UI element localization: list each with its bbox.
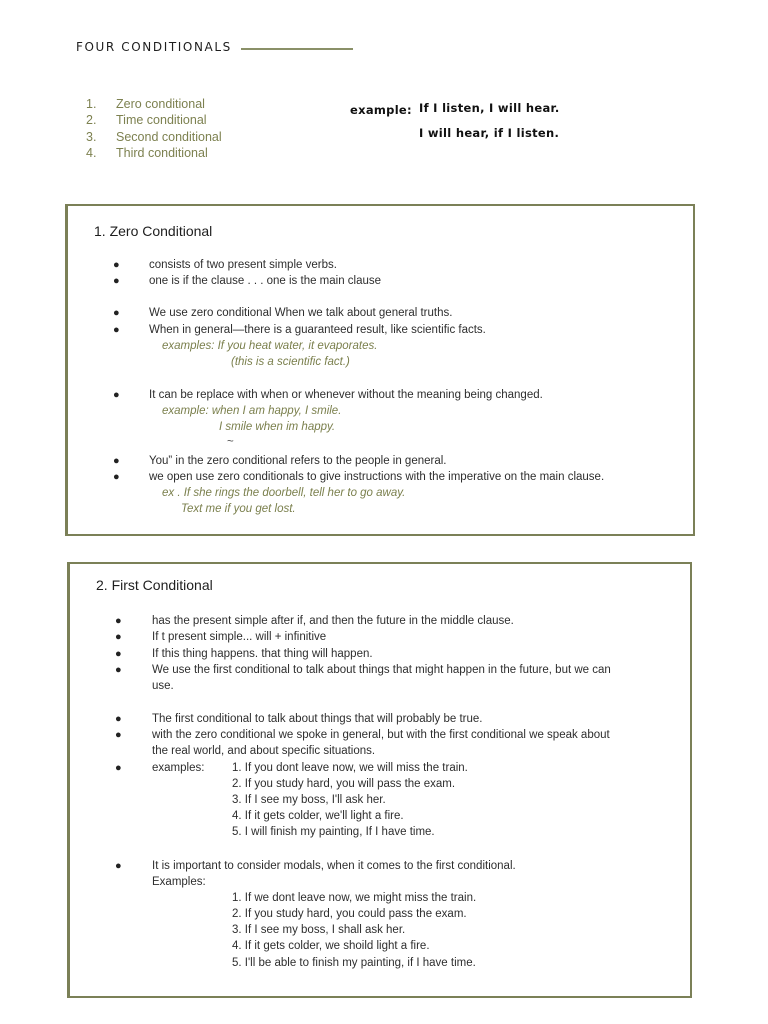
list-item: 4. Third conditional	[86, 145, 208, 160]
first-bullet-4-cont: use.	[152, 680, 174, 692]
example-item: 1. If you dont leave now, we will miss the train.	[232, 762, 468, 774]
first-bullet-3: If this thing happens. that thing will happen.	[152, 648, 373, 660]
zero-conditional-heading: 1. Zero Conditional	[94, 223, 213, 239]
example-label: example:	[350, 103, 412, 117]
example-line-2: I will hear, if I listen.	[419, 126, 560, 140]
modal-example-item: 1. If we dont leave now, we might miss the train.	[232, 892, 477, 904]
zero-example-3: ex . If she rings the doorbell, tell her to go away.	[162, 487, 406, 499]
page-title: FOUR CONDITIONALS	[76, 40, 232, 54]
zero-example-3b: Text me if you get lost.	[181, 503, 296, 515]
first-bullet-6: with the zero conditional we spoke in general, but with the first conditional we speak about	[152, 729, 610, 741]
first-bullet-6-cont: the real world, and about specific situations.	[152, 745, 376, 757]
first-bullet-5: The first conditional to talk about things that will probably be true.	[152, 713, 483, 725]
example-item: 4. If it gets colder, we'll light a fire.	[232, 810, 404, 822]
first-bullet-2: If t present simple... will + infinitive	[152, 631, 327, 643]
list-item: 1. Zero conditional	[86, 97, 205, 111]
bullet: ●	[113, 471, 120, 483]
zero-bullet-4: When in general—there is a guaranteed result, like scientific facts.	[149, 324, 486, 336]
tilde-mark: ~	[227, 436, 234, 448]
bullet: ●	[115, 615, 122, 627]
first-examples-label: examples:	[152, 762, 205, 774]
list-item: 3. Second conditional	[86, 129, 222, 144]
first-conditional-heading: 2. First Conditional	[96, 577, 213, 593]
zero-example-1-note: (this is a scientific fact.)	[231, 356, 350, 368]
conditionals-list	[86, 96, 222, 161]
first-bullet-4: We use the first conditional to talk about things that might happen in the future, but we can	[152, 664, 611, 676]
bullet: ●	[113, 275, 120, 287]
bullet: ●	[113, 389, 120, 401]
example-item: 5. I will finish my painting, If I have time.	[232, 826, 435, 838]
bullet: ●	[115, 664, 122, 676]
zero-example-2b: I smile when im happy.	[219, 421, 336, 433]
bullet: ●	[115, 762, 122, 774]
zero-bullet-5: It can be replace with when or whenever without the meaning being changed.	[149, 389, 543, 401]
bullet: ●	[113, 259, 120, 271]
first-bullet-1: has the present simple after if, and then the future in the middle clause.	[152, 615, 514, 627]
bullet: ●	[115, 713, 122, 725]
modal-example-item: 2. If you study hard, you could pass the exam.	[232, 908, 467, 920]
modal-example-item: 5. I'll be able to finish my painting, if I have time.	[232, 957, 476, 969]
bullet: ●	[115, 729, 122, 741]
zero-bullet-1: consists of two present simple verbs.	[149, 259, 337, 271]
bullet: ●	[115, 648, 122, 660]
bullet: ●	[115, 631, 122, 643]
bullet: ●	[113, 455, 120, 467]
zero-example-2: example: when I am happy, I smile.	[162, 405, 342, 417]
zero-bullet-6: You” in the zero conditional refers to the people in general.	[149, 455, 447, 467]
zero-bullet-7: we open use zero conditionals to give instructions with the imperative on the main clause.	[149, 471, 605, 483]
example-item: 2. If you study hard, you will pass the exam.	[232, 778, 456, 790]
zero-example-1: examples: If you heat water, it evaporates.	[162, 340, 378, 352]
modals-examples-label: Examples:	[152, 876, 206, 888]
bullet: ●	[113, 324, 120, 336]
modal-example-item: 3. If I see my boss, I shall ask her.	[232, 924, 406, 936]
zero-bullet-3: We use zero conditional When we talk about general truths.	[149, 307, 453, 319]
zero-bullet-2: one is if the clause . . . one is the main clause	[149, 275, 382, 287]
modal-example-item: 4. If it gets colder, we shoild light a fire.	[232, 940, 430, 952]
example-item: 3. If I see my boss, I'll ask her.	[232, 794, 386, 806]
first-bullet-8: It is important to consider modals, when it comes to the first conditional.	[152, 860, 516, 872]
example-line-1: If I listen, I will hear.	[419, 101, 560, 115]
list-item: 2. Time conditional	[86, 113, 207, 128]
bullet: ●	[113, 307, 120, 319]
bullet: ●	[115, 860, 122, 872]
title-underline	[241, 48, 353, 50]
